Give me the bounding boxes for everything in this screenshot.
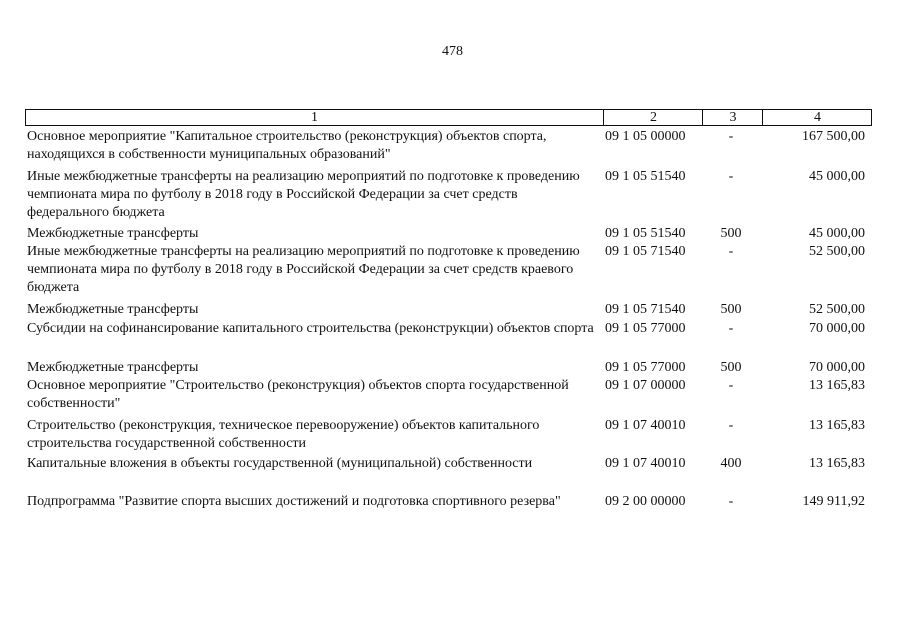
row-name: Основное мероприятие "Строительство (реконструкция) объектов спорта государственной собственности" <box>27 378 569 411</box>
row-name: Субсидии на софинансирование капитального строительства (реконструкции) объектов спорта <box>27 321 594 336</box>
row-code: 09 1 07 40010 <box>605 418 686 433</box>
row-kind: - <box>728 244 734 259</box>
row-kind: - <box>728 129 734 144</box>
row-amount: 52 500,00 <box>809 244 865 259</box>
row-amount: 52 500,00 <box>809 302 865 317</box>
row-amount: 70 000,00 <box>809 360 865 375</box>
row-name: Межбюджетные трансферты <box>27 360 199 375</box>
table-header <box>25 109 872 126</box>
header-col-4: 4 <box>762 110 872 125</box>
row-amount: 70 000,00 <box>809 321 865 336</box>
row-code: 09 1 05 00000 <box>605 129 686 144</box>
row-amount: 13 165,83 <box>809 418 865 433</box>
row-amount: 45 000,00 <box>809 169 865 184</box>
row-kind: 500 <box>720 302 742 317</box>
row-code: 09 1 05 51540 <box>605 226 686 241</box>
row-kind: - <box>728 321 734 336</box>
row-kind: - <box>728 494 734 509</box>
row-name: Межбюджетные трансферты <box>27 226 199 241</box>
row-name: Иные межбюджетные трансферты на реализацию мероприятий по подготовке к проведению чемпионата мира по футболу в 2018 году в Российской Федерации за счет средств федерального бюджета <box>27 169 580 220</box>
row-amount: 149 911,92 <box>802 494 865 509</box>
row-code: 09 2 00 00000 <box>605 494 686 509</box>
row-amount: 13 165,83 <box>809 378 865 393</box>
row-name: Подпрограмма "Развитие спорта высших достижений и подготовка спортивного резерва" <box>27 494 561 509</box>
row-name: Строительство (реконструкция, техническое перевооружение) объектов капитального строительства государственной собственности <box>27 418 540 451</box>
row-kind: 500 <box>720 360 742 375</box>
row-code: 09 1 07 00000 <box>605 378 686 393</box>
row-code: 09 1 05 51540 <box>605 169 686 184</box>
header-col-2: 2 <box>603 110 703 125</box>
row-name: Иные межбюджетные трансферты на реализацию мероприятий по подготовке к проведению чемпионата мира по футболу в 2018 году в Российской Федерации за счет средств краевого бюджета <box>27 244 580 295</box>
header-col-3: 3 <box>702 110 763 125</box>
row-amount: 13 165,83 <box>809 456 865 471</box>
row-kind: - <box>728 169 734 184</box>
page-number: 478 <box>442 44 463 59</box>
row-kind: - <box>728 378 734 393</box>
row-amount: 167 500,00 <box>802 129 865 144</box>
row-kind: 500 <box>720 226 742 241</box>
header-col-1: 1 <box>311 110 318 125</box>
row-code: 09 1 05 77000 <box>605 360 686 375</box>
row-kind: - <box>728 418 734 433</box>
row-code: 09 1 05 71540 <box>605 302 686 317</box>
row-code: 09 1 07 40010 <box>605 456 686 471</box>
row-code: 09 1 05 77000 <box>605 321 686 336</box>
row-name: Основное мероприятие "Капитальное строительство (реконструкция) объектов спорта, находящихся в собственности муниципальных образований" <box>27 129 547 162</box>
row-kind: 400 <box>720 456 742 471</box>
row-code: 09 1 05 71540 <box>605 244 686 259</box>
row-name: Межбюджетные трансферты <box>27 302 199 317</box>
row-name: Капитальные вложения в объекты государственной (муниципальной) собственности <box>27 456 533 471</box>
row-amount: 45 000,00 <box>809 226 865 241</box>
